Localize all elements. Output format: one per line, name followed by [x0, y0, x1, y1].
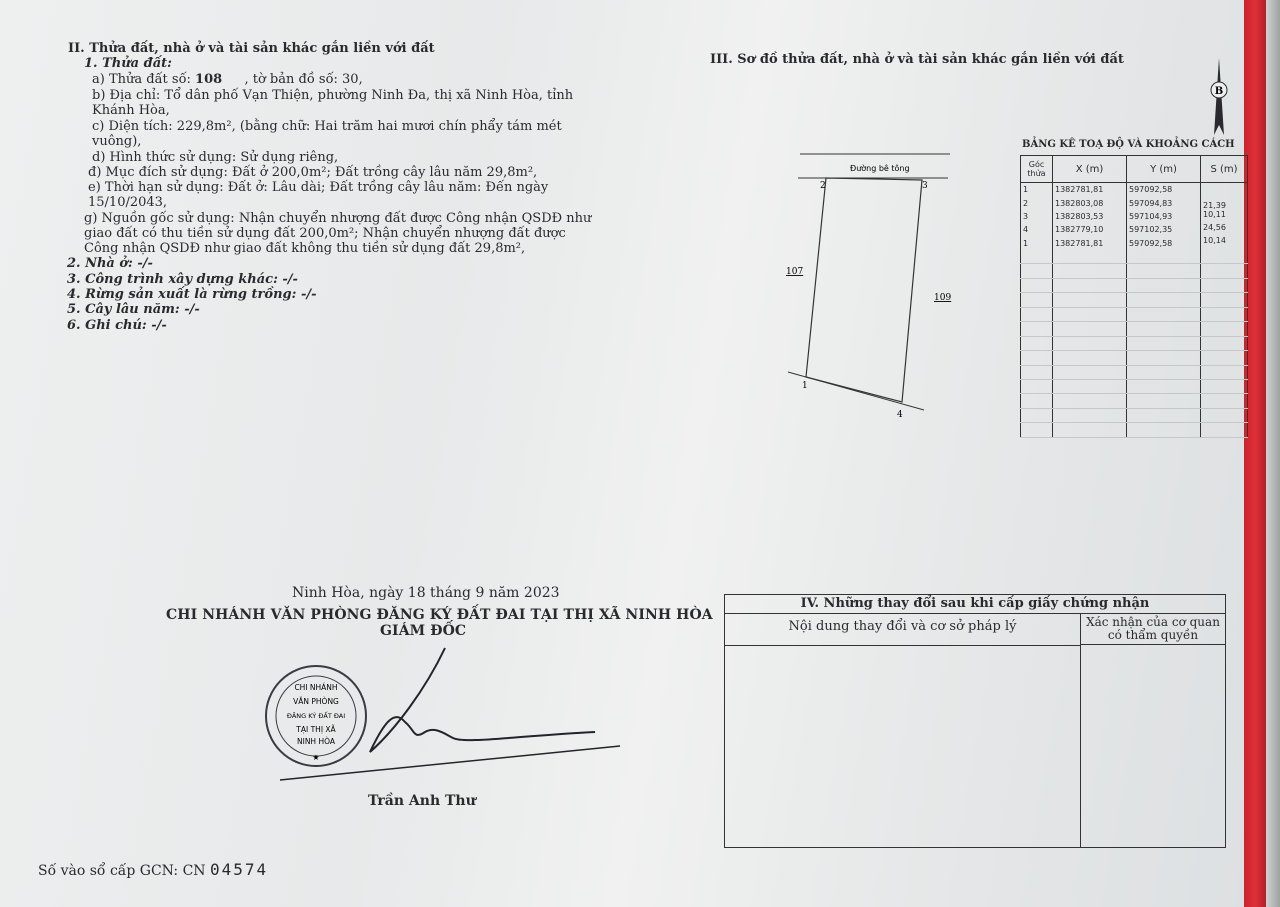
north-arrow-icon — [1200, 55, 1240, 145]
parcel-line-a — [92, 72, 363, 87]
table-row-empty — [1021, 423, 1248, 438]
cell-y: 597094,83 — [1127, 196, 1201, 209]
address-line-cont: Khánh Hòa, — [92, 103, 170, 118]
parcel-boundary — [806, 178, 922, 402]
page-edge — [1266, 0, 1280, 907]
area-line: c) Diện tích: 229,8m², (bằng chữ: Hai trăm hai mươi chín phẩy tám mét — [92, 119, 562, 134]
cell-distance: 24,56 — [1201, 223, 1248, 236]
cell-point: 4 — [1021, 223, 1053, 236]
header-y: Y (m) — [1127, 156, 1201, 183]
usage-purpose-line: đ) Mục đích sử dụng: Đất ở 200,0m²; Đất trồng cây lâu năm 29,8m², — [88, 165, 538, 180]
item-house: 2. Nhà ở: -/- — [67, 256, 153, 271]
table-header-row — [1021, 156, 1248, 183]
red-border-strip — [1244, 0, 1266, 907]
parcel-line-a-prefix: a) Thửa đất số: — [92, 72, 191, 87]
parcel-line-a-suffix: , tờ bản đồ số: 30, — [244, 72, 363, 87]
point-4-label: 4 — [897, 410, 903, 420]
changes-content-header: Nội dung thay đổi và cơ sở pháp lý — [725, 613, 1081, 646]
seal-line-5: NINH HÒA — [297, 737, 335, 746]
table-row-empty — [1021, 278, 1248, 292]
cell-x: 1382781,81 — [1053, 236, 1127, 249]
table-row-empty — [1021, 380, 1248, 394]
point-3-label: 3 — [922, 181, 928, 191]
issue-date: Ninh Hòa, ngày 18 tháng 9 năm 2023 — [292, 585, 560, 601]
neighbor-107-label: 107 — [786, 267, 804, 277]
issuing-office: CHI NHÁNH VĂN PHÒNG ĐĂNG KÝ ĐẤT ĐAI TẠI THỊ XÃ NINH HÒA — [166, 607, 713, 623]
table-row — [1021, 210, 1248, 223]
confirmation-header-line1: Xác nhận của cơ quan — [1086, 615, 1220, 629]
registry-number-line — [38, 862, 268, 879]
seal-line-4: TẠI THỊ XÃ — [296, 725, 336, 734]
road-label: Đường bê tông — [850, 164, 910, 173]
cell-y: 597104,93 — [1127, 210, 1201, 223]
table-row-empty — [1021, 307, 1248, 321]
coordinate-table — [1020, 155, 1248, 438]
signer-name: Trần Anh Thư — [368, 793, 476, 809]
seal-line-1: CHI NHÁNH — [294, 683, 338, 692]
seal-line-2: VĂN PHÒNG — [293, 697, 339, 706]
parcel-heading: 1. Thửa đất: — [84, 56, 172, 71]
cell-distance: 10,11 — [1201, 210, 1248, 223]
seal-line-3: ĐĂNG KÝ ĐẤT ĐAI — [286, 712, 346, 720]
table-row-empty — [1021, 365, 1248, 379]
cell-x: 1382803,08 — [1053, 196, 1127, 209]
origin-line-cont2: Công nhận QSDĐ như giao đất không thu tiền sử dụng đất 29,8m², — [84, 241, 526, 256]
north-label: B — [1214, 86, 1224, 97]
cell-point: 1 — [1021, 183, 1053, 197]
origin-line-cont: giao đất có thu tiền sử dụng đất 200,0m²; Nhận chuyển nhượng đất được — [84, 226, 566, 241]
cell-distance: 10,14 — [1201, 236, 1248, 249]
section3-heading: III. Sơ đồ thửa đất, nhà ở và tài sản khác gắn liền với đất — [710, 52, 1124, 67]
changes-column-divider — [1080, 645, 1081, 847]
cell-point: 2 — [1021, 196, 1053, 209]
table-row — [1021, 223, 1248, 236]
table-row-empty — [1021, 394, 1248, 408]
parcel-diagram — [780, 150, 960, 425]
table-row-empty — [1021, 336, 1248, 350]
registry-label: Số vào sổ cấp GCN: CN — [38, 863, 206, 879]
cell-point: 1 — [1021, 236, 1053, 249]
svg-text:★: ★ — [312, 753, 320, 762]
table-row-empty — [1021, 322, 1248, 336]
section2-heading: II. Thửa đất, nhà ở và tài sản khác gắn liền với đất — [68, 41, 435, 56]
table-row-empty — [1021, 250, 1248, 264]
cell-x: 1382779,10 — [1053, 223, 1127, 236]
cell-y: 597092,58 — [1127, 236, 1201, 249]
point-1-label: 1 — [802, 381, 808, 391]
cell-y: 597102,35 — [1127, 223, 1201, 236]
item-other-construction: 3. Công trình xây dựng khác: -/- — [67, 272, 298, 287]
table-row — [1021, 236, 1248, 249]
usage-form-line: d) Hình thức sử dụng: Sử dụng riêng, — [92, 150, 339, 165]
handwritten-signature — [275, 640, 625, 790]
table-row-empty — [1021, 351, 1248, 365]
item-perennial: 5. Cây lâu năm: -/- — [67, 302, 200, 317]
table-row — [1021, 183, 1248, 197]
cell-point: 3 — [1021, 210, 1053, 223]
section4-heading: IV. Những thay đổi sau khi cấp giấy chứng nhận — [725, 595, 1225, 614]
cell-x: 1382781,81 — [1053, 183, 1127, 197]
parcel-number: 108 — [195, 72, 223, 87]
item-note: 6. Ghi chú: -/- — [67, 318, 167, 333]
cell-x: 1382803,53 — [1053, 210, 1127, 223]
cell-distance: 21,39 — [1201, 183, 1248, 210]
confirmation-header-line2: có thẩm quyền — [1107, 628, 1199, 642]
table-row-empty — [1021, 408, 1248, 422]
area-line-cont: vuông), — [92, 134, 142, 149]
header-x: X (m) — [1053, 156, 1127, 183]
table-row-empty — [1021, 264, 1248, 278]
cell-y: 597092,58 — [1127, 183, 1201, 197]
usage-term-line-cont: 15/10/2043, — [88, 195, 168, 210]
header-corner: Góc thửa — [1021, 156, 1053, 183]
neighbor-109-label: 109 — [934, 293, 952, 303]
header-s: S (m) — [1201, 156, 1248, 183]
coord-table-title: BẢNG KÊ TOẠ ĐỘ VÀ KHOẢNG CÁCH — [1022, 139, 1235, 150]
origin-line: g) Nguồn gốc sử dụng: Nhận chuyển nhượng đất được Công nhận QSDĐ như — [84, 211, 592, 226]
usage-term-line: e) Thời hạn sử dụng: Đất ở: Lâu dài; Đất trồng cây lâu năm: Đến ngày — [88, 180, 549, 195]
signer-title: GIÁM ĐỐC — [380, 623, 467, 639]
changes-table — [724, 594, 1226, 848]
address-line: b) Địa chỉ: Tổ dân phố Vạn Thiện, phường Ninh Đa, thị xã Ninh Hòa, tỉnh — [92, 88, 574, 103]
registry-number: 04574 — [210, 860, 269, 879]
item-forest: 4. Rừng sản xuất là rừng trồng: -/- — [67, 287, 317, 302]
changes-confirmation-header — [1081, 613, 1225, 645]
point-2-label: 2 — [820, 181, 826, 191]
table-row-empty — [1021, 293, 1248, 307]
